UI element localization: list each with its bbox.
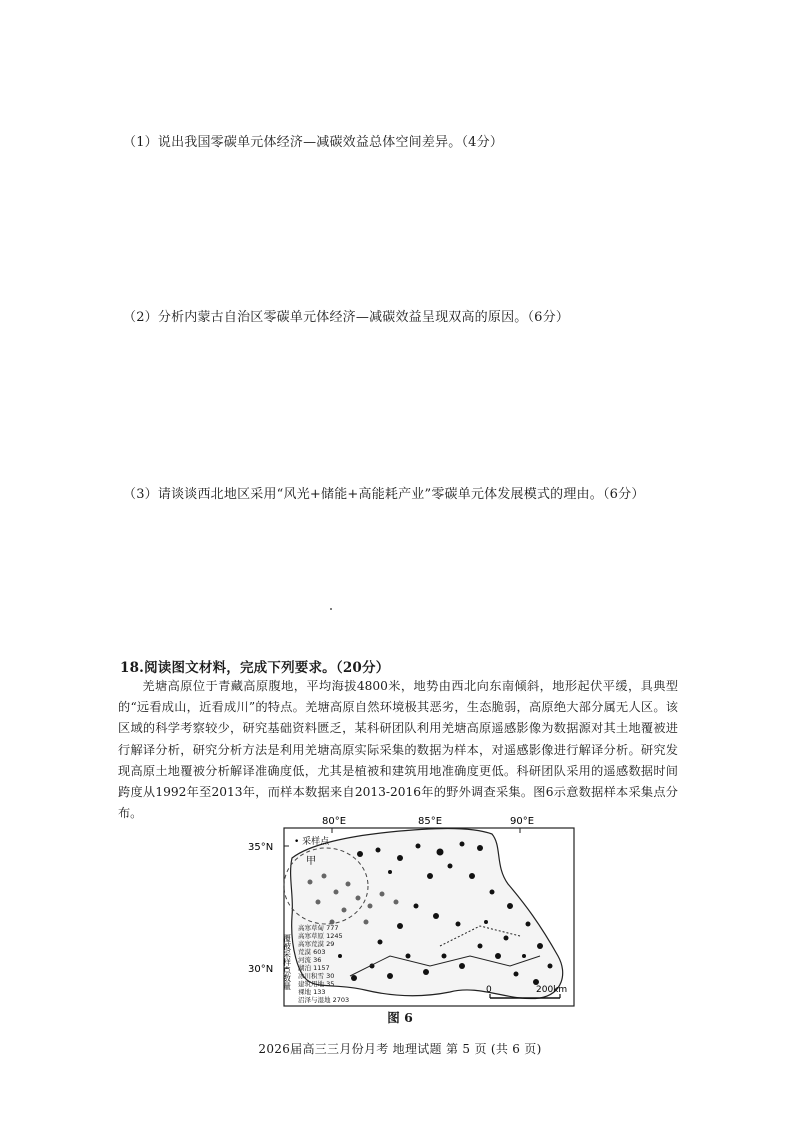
count-item: 建筑用地 35 xyxy=(298,980,335,988)
material-paragraph xyxy=(118,676,678,824)
region-jia-label: 甲 xyxy=(306,856,316,867)
scale-label-0: 0 xyxy=(486,985,492,995)
material-text: 羌塘高原位于青藏高原腹地，平均海拔4800米，地势由西北向东南倾斜，地形起伏平缓，具典型的“远看成山，近看成川”的特点。羌塘高原自然环境极其恶劣，生态脆弱，高原绝大部分属无人区。该区域的科学考察较少，研究基础资料匮乏，某科研团队利用羌塘高原遥感影像为数据源对其土地覆被进行解译分析，研究分析方法是利用羌塘高原实际采集的数据为样本，对遥感影像进行解译分析。研究发现高原土地覆被分析解译准确度低，尤其是植被和建筑用地准确度更低。科研团队采用的遥感数据时间跨度从1992年至2013年，而样本数据来自2013-2016年的野外调查采集。图6示意数据样本采集点分布。 xyxy=(118,679,678,821)
count-item: 荒漠 603 xyxy=(298,948,326,956)
legend-sample-point: • 采样点 xyxy=(294,837,330,847)
count-item: 高寒荒漠 29 xyxy=(298,940,335,948)
lat-label-30: 30°N xyxy=(248,964,274,975)
question-18-title: 18.阅读图文材料，完成下列要求。（20分） xyxy=(120,660,390,676)
question-1: （1）说出我国零碳单元体经济—减碳效益总体空间差异。（4分） xyxy=(123,135,504,150)
sampling-map xyxy=(240,806,580,1032)
count-item: 裸地 133 xyxy=(298,988,326,996)
count-item: 冰川积雪 30 xyxy=(298,972,335,980)
lon-label-90: 90°E xyxy=(510,816,535,827)
sampling-map-figure xyxy=(240,806,580,1032)
count-item: 湖泊 1157 xyxy=(298,964,330,972)
count-item: 高寒草原 1245 xyxy=(298,932,343,940)
lon-label-85: 85°E xyxy=(418,816,443,827)
count-item: 河流 36 xyxy=(298,956,322,964)
page-footer: 2026届高三三月份月考 地理试题 第 5 页 (共 6 页) xyxy=(258,1042,542,1056)
count-item: 高寒草甸 777 xyxy=(298,924,339,932)
figure-caption: 图 6 xyxy=(387,1010,413,1025)
lon-label-80: 80°E xyxy=(322,816,347,827)
count-item: 沼泽与湿地 2703 xyxy=(298,996,350,1004)
stray-mark xyxy=(330,608,332,610)
question-3: （3）请谈谈西北地区采用“风光+储能+高能耗产业”零碳单元体发展模式的理由。（6分） xyxy=(123,487,645,502)
lat-label-35: 35°N xyxy=(248,842,274,853)
scale-label-200km: 200km xyxy=(536,985,568,995)
side-label xyxy=(282,933,292,990)
side-label-text: 覆被采样点数量 xyxy=(282,934,292,990)
question-2: （2）分析内蒙古自治区零碳单元体经济—减碳效益呈现双高的原因。（6分） xyxy=(123,310,570,325)
